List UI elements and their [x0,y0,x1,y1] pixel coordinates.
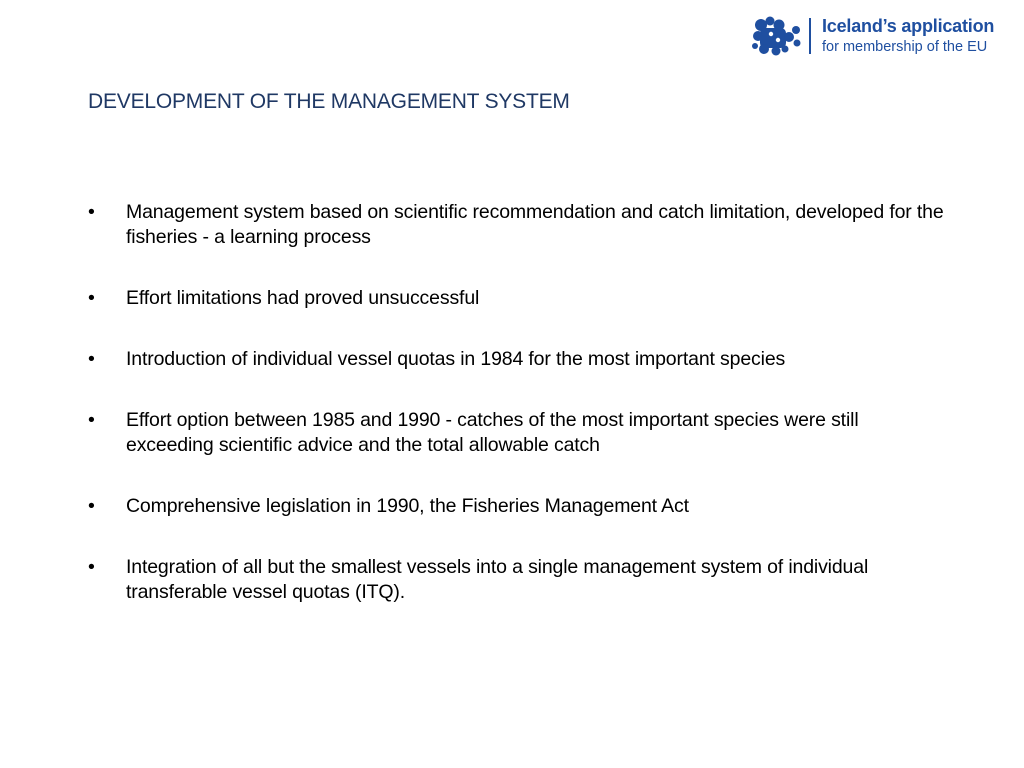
logo [752,14,1002,58]
bullet-item [88,555,948,605]
bullet-text: Effort option between 1985 and 1990 - catches of the most important species were still exceeding scientific advice and the total allowable catch [126,409,859,456]
bullet-symbol: • [88,556,95,578]
bullet-text: Management system based on scientific recommendation and catch limitation, developed for the fisheries - a learning process [126,201,944,248]
bullet-item [88,286,948,311]
bullet-list [88,200,948,641]
logo-subtitle: for membership of the EU [822,39,988,55]
bullet-symbol: • [88,409,95,431]
puzzle-logo-icon [752,16,802,56]
bullet-symbol: • [88,287,95,309]
bullet-item [88,347,948,372]
bullet-symbol: • [88,348,95,370]
bullet-item [88,494,948,519]
logo-divider [809,18,811,54]
bullet-text: Effort limitations had proved unsuccessful [126,287,480,309]
bullet-text: Comprehensive legislation in 1990, the Fisheries Management Act [126,495,689,517]
bullet-item [88,200,948,250]
bullet-text: Integration of all but the smallest vessels into a single management system of individual transferable vessel quotas (ITQ). [126,556,869,603]
bullet-symbol: • [88,201,95,223]
logo-title: Iceland’s application [822,16,995,36]
bullet-text: Introduction of individual vessel quotas in 1984 for the most important species [126,348,786,370]
bullet-symbol: • [88,495,95,517]
bullet-item [88,408,948,458]
slide-title: DEVELOPMENT OF THE MANAGEMENT SYSTEM [88,90,570,113]
